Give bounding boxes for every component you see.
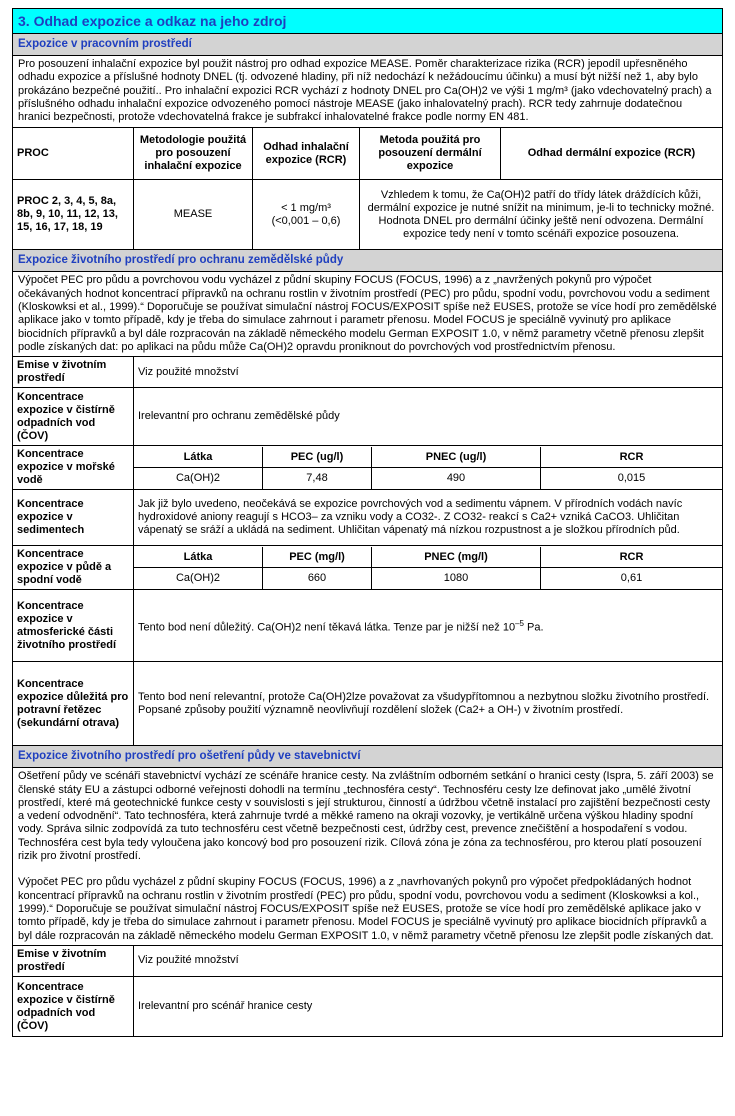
agri-soil-label: Koncentrace expozice v půdě a spodní vodě (13, 546, 134, 590)
col-dermal-rcr: Odhad dermální expozice (RCR) (501, 128, 723, 180)
road-emise-value: Viz použité množství (134, 945, 723, 976)
road-table (13, 945, 722, 1037)
sea-rcr: 0,015 (541, 468, 723, 489)
soil-pnec: 1080 (372, 568, 541, 589)
proc-codes: PROC 2, 3, 4, 5, 8a, 8b, 9, 10, 11, 12, 13, 15, 16, 17, 18, 19 (13, 180, 134, 250)
heading-road: Expozice životního prostředí pro ošetření půdy ve stavebnictví (13, 746, 722, 768)
soil-table (134, 547, 722, 589)
sea-pec: 7,48 (263, 468, 372, 489)
col-inhal-rcr: Odhad inhalační expozice (RCR) (253, 128, 360, 180)
agri-sed-label: Koncentrace expozice v sedimentech (13, 490, 134, 546)
soil-rcr: 0,61 (541, 568, 723, 589)
sea-col-pnec: PNEC (ug/l) (372, 447, 541, 468)
workplace-intro: Pro posouzení inhalační expozice byl použit nástroj pro odhad expozice MEASE. Poměr charakterizace rizika (RCR) jepodíl upřesněného odhadu expozice a příslušné hodnoty DNEL (tj. odvozené hladiny, při níž nedochází k nežádoucímu účinku) a musí být nižší než 1, aby bylo prokázáno bezpečné použití.. Pro inhalační expozici RCR vychází z hodnoty DNEL pro Ca(OH)2 ve výši 1 mg/m³ (jako vdechovatelný prach) a příslušného odhadu inhalační expozice odvozeného pomocí nástroje MEASE (jako inhalovatelný prach). RCR tedy zahrnuje dodatečnou hranici bezpečnosti, protože vdechovatelná frakce je subfrakcí inhalovatelné frakce podle normy EN 481. (13, 56, 722, 128)
road-paragraph-2: Výpočet PEC pro půdu vycházel z půdní skupiny FOCUS (FOCUS, 1996) a z „navrhovaných pokynů pro výpočet předpokládaných hodnot koncentrací přípravků na ochranu rostlin v životním prostředí (PEC) pro půdu, spodní vodu, povrchovou vodu a sediment (Kloskowksi a kol., 1999).“ Doporučuje se používat simulační nástroj FOCUS/EXPOSIT spíše než EUSES, protože se více hodí pro zemědělské aplikace jako v tomto případě, kdy je třeba do simulace zahrnout i parametr přenosu. Model FOCUS je speciálně vyvinutý pro aplikace biocidních přípravků a byl dále rozpracován na základě německého modelu German EXPOSIT 1.0, v němž parametry včetně přenosu lze zlepšit podle získaných dat. (18, 876, 714, 942)
soil-col-substance: Látka (134, 547, 263, 568)
heading-workplace: Expozice v pracovním prostředí (13, 34, 722, 56)
sea-col-rcr: RCR (541, 447, 723, 468)
agri-sed-value: Jak již bylo uvedeno, neočekává se expozice povrchových vod a sedimentu vápnem. V přírodních vodách navíc hydroxidové aniony reagují s HCO3– za vzniku vody a CO32-. Z CO32- reakcí s Ca2+ vzniká CaCO3. Uhličitan vápenatý se sráží a ukládá na sediment. Uhličitan vápenatý má nízkou rozpustnost a je složkou přírodních půd. (134, 490, 723, 546)
soil-col-pnec: PNEC (mg/l) (372, 547, 541, 568)
road-intro (13, 768, 722, 946)
col-proc: PROC (13, 128, 134, 180)
col-dermal-method: Metoda použitá pro posouzení dermální expozice (360, 128, 501, 180)
inhal-method: MEASE (134, 180, 253, 250)
agri-table (13, 356, 722, 746)
agri-atm-label: Koncentrace expozice v atmosferické části životního prostředí (13, 590, 134, 662)
sea-table (134, 447, 722, 489)
sea-substance: Ca(OH)2 (134, 468, 263, 489)
agri-sea-label: Koncentrace expozice v mořské vodě (13, 446, 134, 490)
road-paragraph-1: Ošetření půdy ve scénáři stavebnictví vychází ze scénáře hranice cesty. Na zvláštním odborném setkání o hranici cesty (Ispra, 5. září 2003) se členské státy EU a zástupci odborné veřejnosti dohodli na termínu „technosféra cesty“. Technosféru cesty lze definovat jako „umělé životní prostředí, které má geotechnické funkce cesty v souvislosti s její strukturou, činností a údržbou včetně instalací pro zajištění bezpečnosti cesty a vedení odvodnění“. Tato technosféra, která zahrnuje tvrdé a měkké rameno na okraji vozovky, je vertikálně určena výškou hladiny spodní vody. Správa silnic zodpovídá za tuto technosféru cest včetně bezpečnosti cest, údržby cest, prevence znečištění a hospodaření s vodou. Technosféra cest byla tedy vyloučena jako koncový bod pro posouzení rizik. Cílová zóna je zóna za technosférou, pro kterou platí posouzení rizik pro životní prostředí. (18, 770, 714, 863)
soil-col-rcr: RCR (541, 547, 723, 568)
workplace-table (13, 127, 722, 250)
agri-food-value: Tento bod není relevantní, protože Ca(OH)2lze považovat za všudypřítomnou a nezbytnou složku životního prostředí. Popsané způsoby použití významně neovlivňují rozdělení složek (Ca2+ a OH-) v životním prostředí. (134, 662, 723, 746)
agri-emise-label: Emise v životním prostředí (13, 357, 134, 388)
soil-col-pec: PEC (mg/l) (263, 547, 372, 568)
agri-cov-value: Irelevantní pro ochranu zemědělské půdy (134, 388, 723, 446)
road-cov-value: Irelevantní pro scénář hranice cesty (134, 976, 723, 1036)
soil-pec: 660 (263, 568, 372, 589)
col-inhal-method: Metodologie použitá pro posouzení inhalační expozice (134, 128, 253, 180)
agri-emise-value: Viz použité množství (134, 357, 723, 388)
document (12, 8, 723, 1037)
heading-agri: Expozice životního prostředí pro ochranu zemědělské půdy (13, 250, 722, 272)
section-title: 3. Odhad expozice a odkaz na jeho zdroj (13, 9, 722, 34)
sea-pnec: 490 (372, 468, 541, 489)
agri-cov-label: Koncentrace expozice v čistírně odpadních vod (ČOV) (13, 388, 134, 446)
agri-atm-value: Tento bod není důležitý. Ca(OH)2 není těkavá látka. Tenze par je nižší než $10^{-5}$ Pa. (134, 590, 723, 662)
road-emise-label: Emise v životním prostředí (13, 945, 134, 976)
sea-col-pec: PEC (ug/l) (263, 447, 372, 468)
agri-food-label: Koncentrace expozice důležitá pro potravní řetězec (sekundární otrava) (13, 662, 134, 746)
dermal-assessment: Vzhledem k tomu, že Ca(OH)2 patří do třídy látek dráždících kůži, dermální expozice je nutné snížit na minimum, je-li to technicky možné. Hodnota DNEL pro dermální účinky ještě není odvozena. Dermální expozice tedy není v tomto scénáři expozice posouzena. (360, 180, 723, 250)
soil-substance: Ca(OH)2 (134, 568, 263, 589)
road-cov-label: Koncentrace expozice v čistírně odpadních vod (ČOV) (13, 976, 134, 1036)
agri-intro: Výpočet PEC pro půdu a povrchovou vodu vycházel z půdní skupiny FOCUS (FOCUS, 1996) a z „navržených pokynů pro výpočet očekávaných hodnot koncentrací přípravků na ochranu rostlin v životním prostředí (PEC) pro půdu, spodní vodu, povrchovou vodu a sediment (Kloskowksi et al., 1999).“ Doporučuje se používat simulační nástroj FOCUS/EXPOSIT spíše než EUSES, protože se více hodí pro zemědělské aplikace jako v tomto případě, kdy je třeba do simulace zahrnout i parametr přenosu. Model FOCUS je speciálně vyvinutý pro aplikace biocidních přípravků a byl dále rozpracován na základě německého modelu German EXPOSIT 1.0, v němž parametry včetně přenosu zlepšit podle získaných dat: po aplikaci na půdu může Ca(OH)2 opravdu proniknout do povrchových vod prostřednictvím přenosu. (18, 274, 717, 353)
sea-col-substance: Látka (134, 447, 263, 468)
inhal-rcr: < 1 mg/m³ (<0,001 – 0,6) (253, 180, 360, 250)
